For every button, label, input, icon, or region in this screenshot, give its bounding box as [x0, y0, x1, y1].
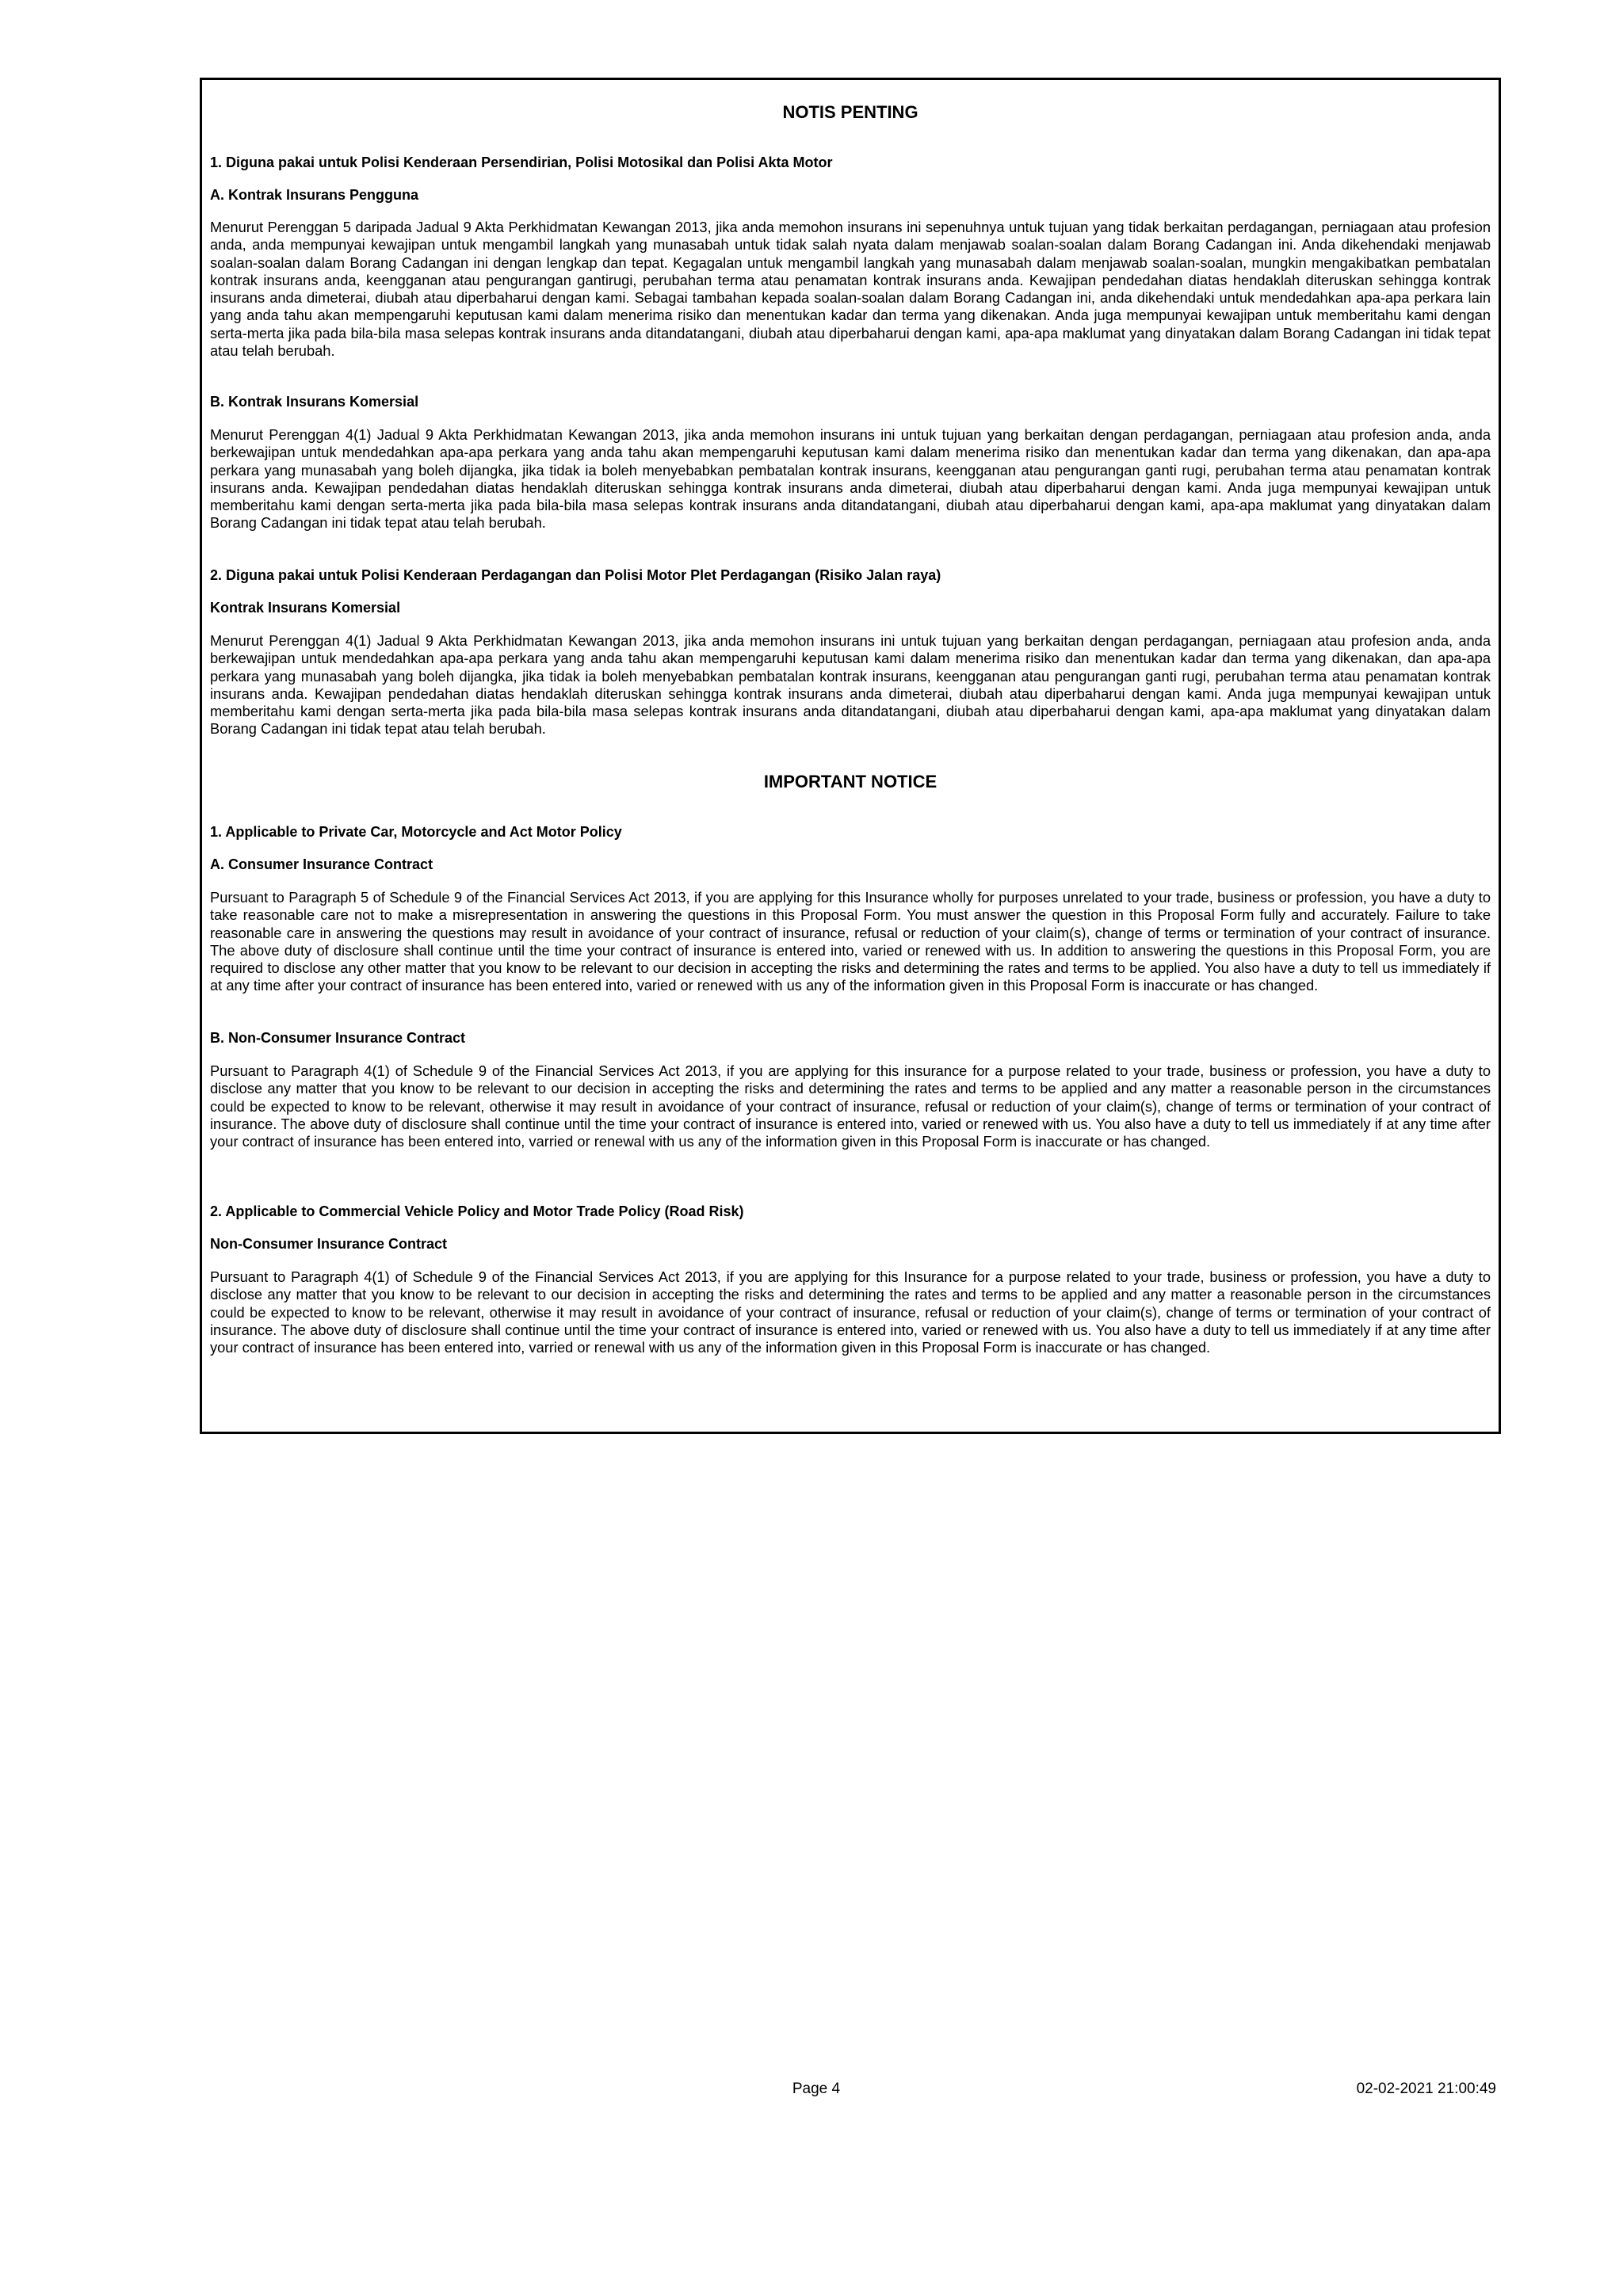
- page-number: Page 4: [792, 2081, 841, 2097]
- english-section-1-heading: 1. Applicable to Private Car, Motorcycle and Act Motor Policy: [210, 824, 622, 840]
- english-section-1b-text: Pursuant to Paragraph 4(1) of Schedule 9 of the Financial Services Act 2013, if you are applying for this insurance for a purpose related to your trade, business or profession, you have a duty to disclose any matter that you know to be relevant to our decision in accepting the risks and determining the rates and terms to be applied and any matter a reasonable person in the circumstances could be expected to know to be relevant, otherwise it may result in avoidance of your contract of insurance, refusal or reduction of your claim(s), change of terms or termination of your contract of insurance. The above duty of disclosure shall continue until the time your contract of insurance is entered into, varied or renewed with us. You also have a duty to tell us immediately if at any time after your contract of insurance has been entered into, varried or renewal with us any of the information given in this Proposal Form is inaccurate or has changed.: [210, 1062, 1491, 1150]
- malay-section-1-heading: 1. Diguna pakai untuk Polisi Kenderaan Persendirian, Polisi Motosikal dan Polisi Akta Motor: [210, 154, 833, 170]
- notis-penting-title: NOTIS PENTING: [782, 102, 918, 122]
- malay-section-1b-heading: B. Kontrak Insurans Komersial: [210, 394, 419, 410]
- malay-section-2-heading: 2. Diguna pakai untuk Polisi Kenderaan Perdagangan dan Polisi Motor Plet Perdagangan (Risiko Jalan raya): [210, 567, 941, 583]
- malay-section-1b-text: Menurut Perenggan 4(1) Jadual 9 Akta Perkhidmatan Kewangan 2013, jika anda memohon insurans ini untuk tujuan yang berkaitan dengan perdagangan, perniagaan atau profesion anda, anda berkewajipan untuk mendedahkan apa-apa perkara yang anda tahu akan mempengaruhi keputusan kami dalam menerima risiko dan menentukan kadar dan terma yang dikenakan, dan apa-apa perkara yang munasabah yang boleh dijangka, jika tidak ia boleh menyebabkan pembatalan kontrak insurans, keengganan atau pengurangan ganti rugi, perubahan terma atau penamatan kontrak insurans anda. Kewajipan pendedahan diatas hendaklah diteruskan sehingga kontrak insurans anda dimeterai, diubah atau diperbaharui dengan kami. Anda juga mempunyai kewajipan untuk memberitahu kami dengan serta-merta jika pada bila-bila masa selepas kontrak insurans anda ditandatangani, diubah atau diperbaharui dengan kami, apa-apa maklumat yang dinyatakan dalam Borang Cadangan ini tidak tepat atau telah berubah.: [210, 426, 1491, 532]
- english-section-2-heading: 2. Applicable to Commercial Vehicle Policy and Motor Trade Policy (Road Risk): [210, 1203, 744, 1219]
- english-section-1b-heading: B. Non-Consumer Insurance Contract: [210, 1030, 466, 1046]
- malay-section-2-text: Menurut Perenggan 4(1) Jadual 9 Akta Perkhidmatan Kewangan 2013, jika anda memohon insurans ini untuk tujuan yang berkaitan dengan perdagangan, perniagaan atau profesion anda, anda berkewajipan untuk mendedahkan apa-apa perkara yang anda tahu akan mempengaruhi keputusan kami dalam menerima risiko dan menentukan kadar dan terma yang dikenakan, dan apa-apa perkara yang munasabah yang boleh dijangka, jika tidak ia boleh menyebabkan pembatalan kontrak insurans, keengganan atau pengurangan ganti rugi, perubahan terma atau penamatan kontrak insurans anda. Kewajipan pendedahan diatas hendaklah diteruskan sehingga kontrak insurans anda dimeterai, diubah atau diperbaharui dengan kami. Anda juga mempunyai kewajipan untuk memberitahu kami dengan serta-merta jika pada bila-bila masa selepas kontrak insurans anda ditandatangani, diubah atau diperbaharui dengan kami, apa-apa maklumat yang dinyatakan dalam Borang Cadangan ini tidak tepat atau telah berubah.: [210, 632, 1491, 738]
- english-section-2-text: Pursuant to Paragraph 4(1) of Schedule 9 of the Financial Services Act 2013, if you are applying for this Insurance for a purpose related to your trade, business or profession, you have a duty to disclose any matter that you know to be relevant to our decision in accepting the risks and determining the rates and terms to be applied and any matter a reasonable person in the circumstances could be expected to know to be relevant, otherwise it may result in avoidance of your contract of insurance, refusal or reduction of your claim(s), change of terms or termination of your contract of insurance. The above duty of disclosure shall continue until the time your contract of insurance is entered into, varied or renewed with us. You also have a duty to tell us immediately if at any time after your contract of insurance has been entered into, varried or renewal with us any of the information given in this Proposal Form is inaccurate or has changed.: [210, 1268, 1491, 1356]
- malay-section-1a-heading: A. Kontrak Insurans Pengguna: [210, 187, 419, 203]
- malay-section-2-subheading: Kontrak Insurans Komersial: [210, 600, 401, 616]
- english-section-2-subheading: Non-Consumer Insurance Contract: [210, 1236, 448, 1252]
- malay-section-1a-text: Menurut Perenggan 5 daripada Jadual 9 Akta Perkhidmatan Kewangan 2013, jika anda memohon insurans ini sepenuhnya untuk tujuan yang tidak berkaitan perdagangan, perniagaan atau profesion anda, anda mempunyai kewajipan untuk mengambil langkah yang munasabah untuk tidak salah nyata dalam menjawab soalan-soalan dalam Borang Cadangan ini. Anda dikehendaki menjawab soalan-soalan dalam Borang Cadangan ini dengan lengkap dan tepat. Kegagalan untuk mengambil langkah yang munasabah dalam menjawab soalan-soalan, mungkin mengakibatkan pembatalan kontrak insurans anda, keengganan atau pengurangan gantirugi, perubahan terma atau penamatan kontrak insurans anda. Kewajipan pendedahan diatas hendaklah diteruskan sehingga kontrak insurans anda dimeterai, diubah atau diperbaharui dengan kami. Sebagai tambahan kepada soalan-soalan dalam Borang Cadangan ini, anda dikehendaki untuk mendedahkan apa-apa perkara lain yang anda tahu akan mempengaruhi keputusan kami dalam menerima risiko dan menentukan kadar dan terma yang dikenakan. Anda juga mempunyai kewajipan untuk memberitahu kami dengan serta-merta jika pada bila-bila masa selepas kontrak insurans anda ditandatangani, diubah atau diperbaharui dengan kami, apa-apa maklumat yang dinyatakan dalam Borang Cadangan ini tidak tepat atau telah berubah.: [210, 219, 1491, 360]
- english-section-1a-text: Pursuant to Paragraph 5 of Schedule 9 of the Financial Services Act 2013, if you are applying for this Insurance wholly for purposes unrelated to your trade, business or profession, you have a duty to take reasonable care not to make a misrepresentation in answering the questions in this Proposal Form. You must answer the question in this Proposal Form fully and accurately. Failure to take reasonable care in answering the questions may result in avoidance of your contract of insurance, refusal or reduction of your claim(s), change of terms or termination of your contract of insurance. The above duty of disclosure shall continue until the time your contract of insurance is entered into, varied or renewed with us. In addition to answering the questions in this Proposal Form, you are required to disclose any other matter that you know to be relevant to our decision in accepting the risks and determining the rates and terms to be applied. You also have a duty to tell us immediately if at any time after your contract of insurance has been entered into, varied or renewed with us any of the information given in this Proposal Form is inaccurate or has changed.: [210, 889, 1491, 994]
- print-timestamp: 02-02-2021 21:00:49: [1356, 2081, 1496, 2097]
- important-notice-title: IMPORTANT NOTICE: [763, 772, 938, 791]
- english-section-1a-heading: A. Consumer Insurance Contract: [210, 856, 433, 872]
- notice-frame: [200, 78, 1501, 1434]
